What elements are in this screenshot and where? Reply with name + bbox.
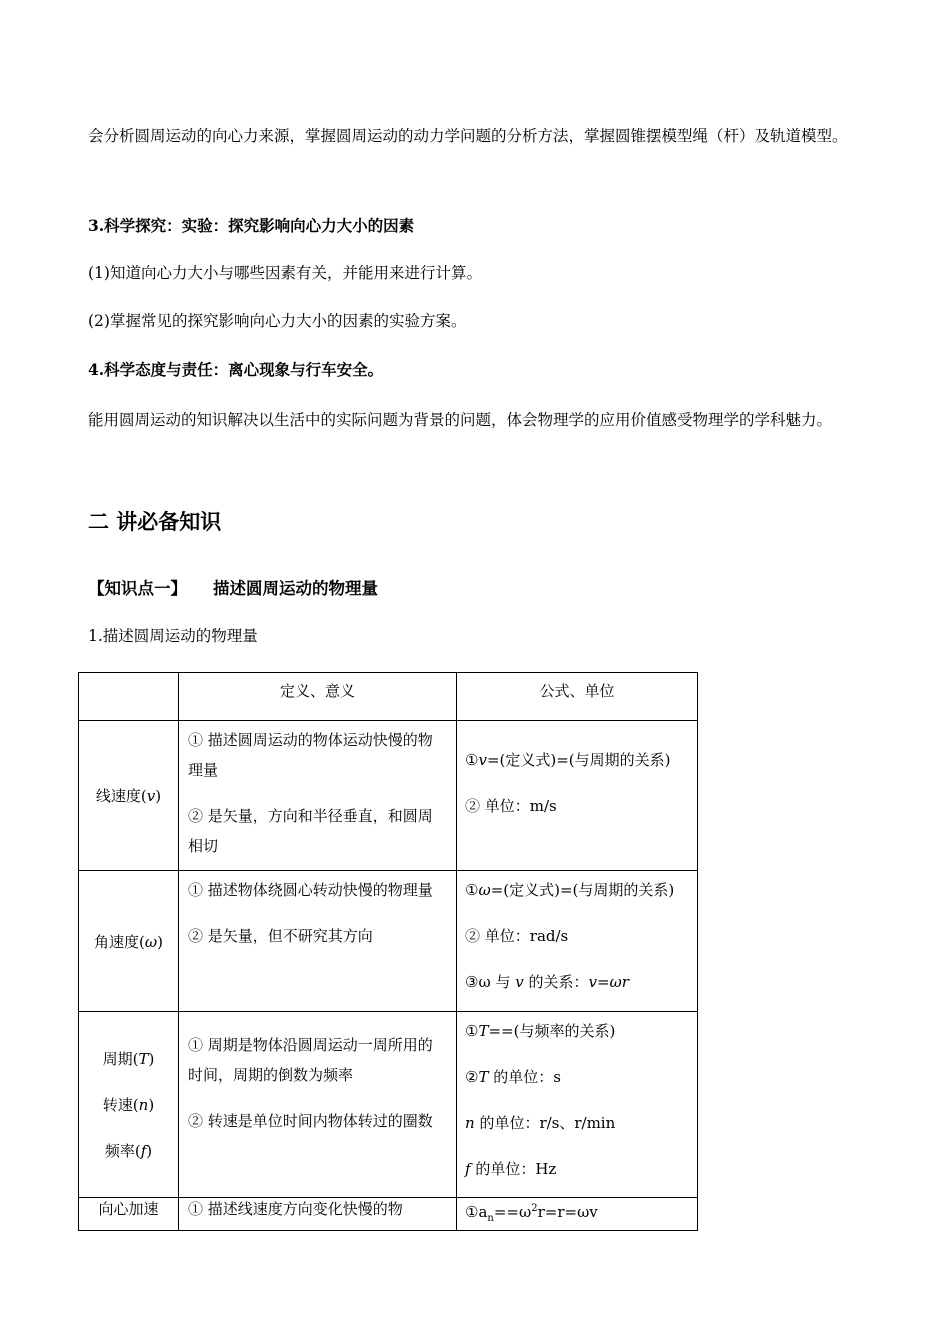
heading-science-attitude: 4.科学态度与责任：离心现象与行车安全。 (88, 360, 384, 379)
table-header-cell (79, 673, 179, 721)
table-row (79, 871, 698, 1012)
inquiry-point-1: (1)知道向心力大小与哪些因素有关，并能用来进行计算。 (88, 264, 482, 282)
table-row (79, 721, 698, 871)
formula-line: ①ω=(定义式)=(与周期的关系) (465, 881, 675, 899)
definition-line: ① 描述物体绕圆心转动快慢的物理量 (188, 881, 433, 899)
definition-cell (179, 721, 457, 871)
quantity-name-line: 频率(f) (104, 1141, 153, 1160)
quantity-name-cell: 线速度(v) (79, 721, 179, 871)
section-title: 二 讲必备知识 (88, 510, 222, 534)
formula-cell (457, 721, 698, 871)
quantity-name-cell: 角速度(ω) (79, 871, 179, 1012)
formula-line: ②T 的单位：s (465, 1068, 561, 1086)
formula-line: ③ω 与 v 的关系：v=ωr (465, 973, 629, 991)
formula-line: n 的单位：r/s、r/min (465, 1114, 616, 1132)
table-header-cell: 公式、单位 (457, 673, 698, 721)
intro-paragraph-1: 会分析圆周运动的向心力来源，掌握圆周运动的动力学问题的分析方法，掌握圆锥摆模型绳（杆）及轨道模型。 (88, 127, 848, 145)
formula-line: ①T==(与频率的关系) (465, 1022, 616, 1040)
formula-line: f 的单位：Hz (465, 1160, 557, 1178)
definition-cell: ① 描述线速度方向变化快慢的物 (179, 1198, 457, 1231)
heading-science-inquiry: 3.科学探究：实验：探究影响向心力大小的因素 (88, 216, 415, 235)
definition-line: ① 描述圆周运动的物体运动快慢的物理量 (188, 731, 433, 779)
table-row (79, 1012, 698, 1198)
formula-cell (457, 1012, 698, 1198)
knowledge-point-heading (88, 575, 378, 599)
quantity-name-cell: 向心加速 (79, 1198, 179, 1231)
quantity-name-line: 转速(n) (102, 1095, 155, 1114)
formula-line: ①v=(定义式)=(与周期的关系) (465, 751, 671, 769)
formula-line: ② 单位：rad/s (465, 927, 569, 945)
definition-cell (179, 1012, 457, 1198)
quantity-name-line: 周期(T) (102, 1049, 155, 1068)
attitude-paragraph: 能用圆周运动的知识解决以生活中的实际问题为背景的问题，体会物理学的应用价值感受物理学的学科魅力。 (88, 411, 833, 429)
definition-line: ② 是矢量，方向和半径垂直，和圆周相切 (188, 807, 433, 855)
quantities-table (78, 672, 698, 1231)
knowledge-point-title: 描述圆周运动的物理量 (213, 579, 378, 598)
definition-cell (179, 871, 457, 1012)
formula-line: ② 单位：m/s (465, 797, 557, 815)
knowledge-point-tag: 【知识点一】 (88, 579, 187, 598)
table-header-row (79, 673, 698, 721)
table-row (79, 1198, 698, 1231)
inquiry-point-2: (2)掌握常见的探究影响向心力大小的因素的实验方案。 (88, 312, 467, 330)
table-header-cell: 定义、意义 (179, 673, 457, 721)
definition-line: ② 转速是单位时间内物体转过的圈数 (188, 1112, 433, 1130)
definition-line: ② 是矢量，但不研究其方向 (188, 927, 373, 945)
definition-line: ① 周期是物体沿圆周运动一周所用的时间，周期的倒数为频率 (188, 1036, 433, 1084)
formula-cell: $①a_n==\omega^2r=r=\omega v$ (457, 1198, 698, 1231)
quantity-name-cell (79, 1012, 179, 1198)
formula-cell (457, 871, 698, 1012)
subsection-title: 1.描述圆周运动的物理量 (88, 627, 258, 645)
